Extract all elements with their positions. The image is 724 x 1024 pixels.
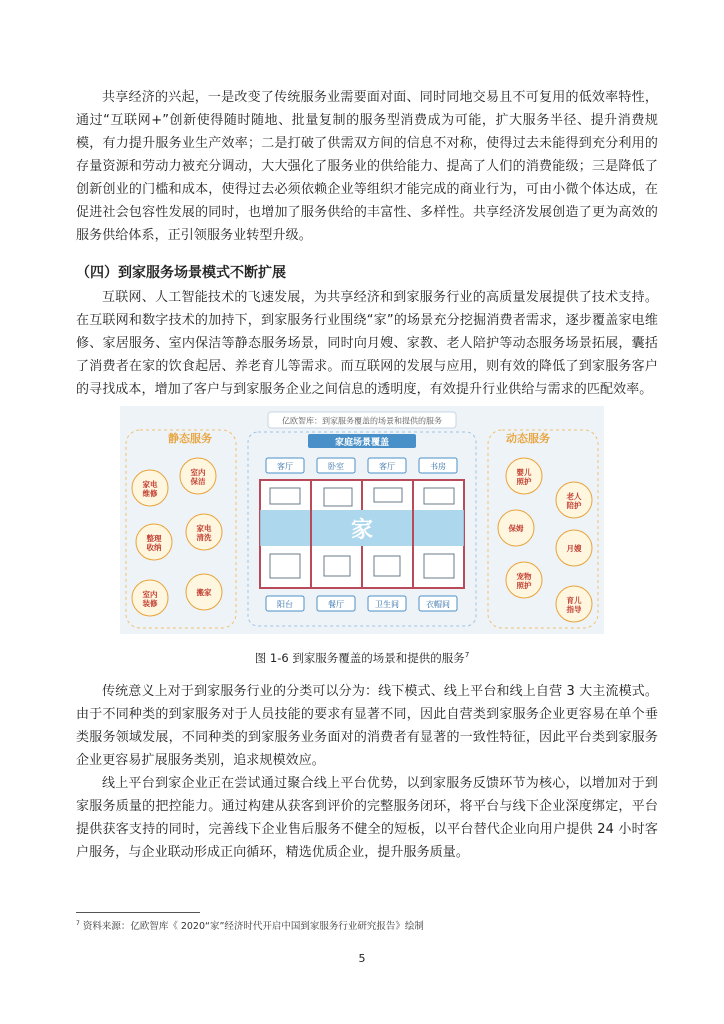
figure-caption-footnote-ref: 7: [464, 651, 470, 660]
room-bottom-label-3: 衣帽间: [426, 600, 450, 609]
room-top-label-3: 书房: [430, 462, 446, 471]
figure-home-services: [120, 406, 604, 634]
footnote-ref: 7: [76, 919, 80, 927]
dynamic-service-label-4: 宠物照护: [516, 572, 532, 590]
dynamic-service-label-1: 老人陪护: [566, 492, 582, 510]
dynamic-services-title: 动态服务: [506, 432, 550, 445]
section-heading: （四）到家服务场景模式不断扩展: [76, 265, 286, 281]
dynamic-service-label-2: 保姆: [508, 524, 524, 533]
paragraph-shared-economy: 共享经济的兴起，一是改变了传统服务业需要面对面、同时同地交易且不可复用的低效率特性，通过“互联网+”创新使得随时随地、批量复制的服务型消费成为可能，扩大服务半径、提升消费规模，有力提升服务业生产效率；二是打破了供需双方间的信息不对称，使得过去未能得到充分利用的存量资源和劳动力被充分调动，大大强化了服务业的供给能力、提高了人们的消费能级；三是降低了创新创业的门槛和成本，使得过去必须依赖企业等组织才能完成的商业行为，可由小微个体达成，在促进社会包容性发展的同时，也增加了服务供给的丰富性、多样性。共享经济发展创造了更为高效的服务供给体系，正引领服务业转型升级。: [76, 90, 658, 243]
dynamic-service-label-3: 月嫂: [566, 544, 582, 553]
figure-banner: 亿欧智库：到家服务覆盖的场景和提供的服务: [282, 416, 442, 426]
room-top-label-0: 客厅: [277, 462, 293, 471]
static-service-label-0: 家电维修: [142, 480, 158, 498]
page-number: 5: [358, 952, 366, 965]
room-bottom-label-0: 阳台: [277, 600, 293, 609]
room-top-label-1: 卧室: [328, 462, 344, 471]
room-bottom-label-2: 卫生间: [375, 600, 399, 609]
room-bottom-label-1: 餐厅: [328, 600, 344, 609]
paragraph-classification: 传统意义上对于到家服务行业的分类可以分为：线下模式、线上平台和线上自营 3 大主流模式。由于不同种类的到家服务对于人员技能的要求有显著不同，因此自营类到家服务企业更容易在单个垂类服务领域发展，不同种类的到家服务业务面对的消费者有显著的一致性特征，因此平台类到家服务企业更容易扩展服务类别，追求规模效应。: [76, 684, 658, 768]
dynamic-service-label-0: 婴儿照护: [516, 468, 532, 486]
room-top-label-2: 客厅: [379, 462, 395, 471]
home-glyph: 家: [350, 518, 374, 543]
figure-graphic: [120, 406, 604, 634]
floor-plan: [260, 480, 464, 588]
footnote-text: 资料来源：亿欧智库《 2020“家”经济时代开启中国到家服务行业研究报告》绘制: [82, 921, 424, 932]
paragraph-home-service-scenarios: 互联网、人工智能技术的飞速发展，为共享经济和到家服务行业的高质量发展提供了技术支持。在互联网和数字技术的加持下，到家服务行业围绕“家”的场景充分挖掘消费者需求，逐步覆盖家电维修、家居服务、室内保洁等静态服务场景，同时向月嫂、家教、老人陪护等动态服务场景拓展，囊括了消费者在家的饮食起居、养老育儿等需求。而互联网的发展与应用，则有效的降低了到家服务客户的寻找成本，增加了客户与到家服务企业之间信息的透明度，有效提升行业供给与需求的匹配效率。: [76, 290, 658, 397]
static-services-title: 静态服务: [168, 432, 212, 445]
static-service-label-5: 搬家: [196, 588, 212, 597]
static-service-label-4: 室内装修: [142, 590, 158, 608]
static-service-label-3: 整理收纳: [146, 534, 162, 552]
footnote-divider: [76, 912, 200, 913]
static-service-label-1: 室内保洁: [190, 468, 206, 486]
footnote: [76, 918, 424, 932]
home-scene-title: 家庭场景覆盖: [334, 438, 390, 448]
figure-caption-text: 图 1-6 到家服务覆盖的场景和提供的服务: [254, 651, 465, 665]
dynamic-service-label-5: 育儿指导: [566, 596, 582, 614]
figure-caption: [0, 650, 724, 666]
paragraph-online-platforms: 线上平台到家企业正在尝试通过聚合线上平台优势，以到家服务反馈环节为核心，以增加对于到家服务质量的把控能力。通过构建从获客到评价的完整服务闭环，将平台与线下企业深度绑定，平台提供获客支持的同时，完善线下企业售后服务不健全的短板，以平台替代企业向用户提供 24 小时客户服务，与企业联动形成正向循环，精选优质企业，提升服务质量。: [76, 776, 658, 860]
static-service-label-2: 家电清洗: [196, 524, 212, 542]
